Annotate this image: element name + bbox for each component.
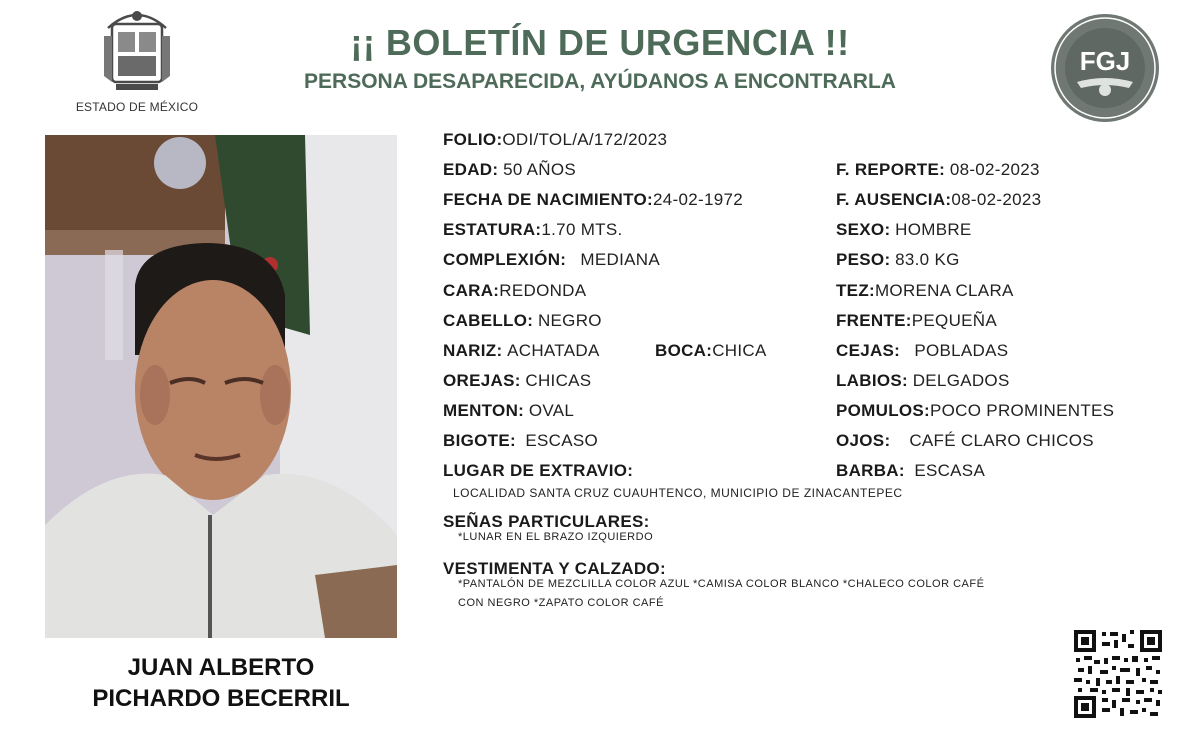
lugar-extravio-value: LOCALIDAD SANTA CRUZ CUAUHTENCO, MUNICIPIO DE ZINACANTEPEC xyxy=(453,486,903,500)
field-sexo xyxy=(836,220,972,240)
field-nariz-label: NARIZ: xyxy=(443,341,503,360)
person-name xyxy=(40,652,402,714)
field-edad-label: EDAD: xyxy=(443,160,499,179)
field-f-reporte xyxy=(836,160,1040,180)
field-barba xyxy=(836,461,985,481)
qr-code-icon[interactable] xyxy=(1072,628,1164,720)
field-labios-value: DELGADOS xyxy=(912,371,1010,390)
field-nariz-value: ACHATADA xyxy=(507,341,600,360)
field-bigote-label: BIGOTE: xyxy=(443,431,516,450)
field-peso-value: 83.0 KG xyxy=(895,250,960,269)
field-boca-label: BOCA: xyxy=(655,341,713,360)
fgj-logo-icon xyxy=(1049,12,1161,124)
field-cejas-value: POBLADAS xyxy=(914,341,1009,360)
field-f-reporte-label: F. REPORTE: xyxy=(836,160,946,179)
field-bigote xyxy=(443,431,598,451)
field-complexion xyxy=(443,250,660,270)
field-fecha-nacimiento-label: FECHA DE NACIMIENTO: xyxy=(443,190,653,209)
field-boca-value: CHICA xyxy=(712,341,767,360)
field-edad xyxy=(443,160,576,180)
field-labios xyxy=(836,371,1010,391)
field-cara-label: CARA: xyxy=(443,281,500,300)
field-cara xyxy=(443,281,586,301)
field-fecha-nacimiento-value: 24-02-1972 xyxy=(653,190,743,209)
lugar-extravio-label: LUGAR DE EXTRAVIO: xyxy=(443,461,634,480)
field-ojos-label: OJOS: xyxy=(836,431,891,450)
field-boca xyxy=(655,341,767,361)
field-estatura xyxy=(443,220,623,240)
field-f-reporte-value: 08-02-2023 xyxy=(949,160,1040,179)
state-seal-icon xyxy=(98,6,176,94)
field-edad-value: 50 AÑOS xyxy=(503,160,577,179)
field-tez-label: TEZ: xyxy=(836,281,875,300)
state-label: ESTADO DE MÉXICO xyxy=(75,100,199,114)
field-orejas xyxy=(443,371,591,391)
field-cabello xyxy=(443,311,602,331)
field-cara-value: REDONDA xyxy=(499,281,587,300)
field-sexo-value: HOMBRE xyxy=(895,220,972,239)
field-tez xyxy=(836,281,1014,301)
field-estatura-value: 1.70 MTS. xyxy=(541,220,623,239)
field-folio xyxy=(443,130,667,150)
field-barba-label: BARBA: xyxy=(836,461,905,480)
vestimenta-line1: *PANTALÓN DE MEZCLILLA COLOR AZUL *CAMISA COLOR BLANCO *CHALECO COLOR CAFÉ xyxy=(458,578,985,590)
field-cejas-label: CEJAS: xyxy=(836,341,901,360)
field-pomulos-label: POMULOS: xyxy=(836,401,931,420)
field-f-ausencia xyxy=(836,190,1041,210)
field-menton xyxy=(443,401,574,421)
field-tez-value: MORENA CLARA xyxy=(874,281,1014,300)
vestimenta-line2: CON NEGRO *ZAPATO COLOR CAFÉ xyxy=(458,597,664,609)
field-orejas-label: OREJAS: xyxy=(443,371,521,390)
senas-particulares-value: *LUNAR EN EL BRAZO IZQUIERDO xyxy=(458,531,654,543)
field-cabello-label: CABELLO: xyxy=(443,311,534,330)
missing-person-photo xyxy=(45,135,397,638)
field-peso-label: PESO: xyxy=(836,250,891,269)
field-bigote-value: ESCASO xyxy=(525,431,599,450)
field-sexo-label: SEXO: xyxy=(836,220,891,239)
field-peso xyxy=(836,250,960,270)
field-cabello-value: NEGRO xyxy=(537,311,602,330)
field-frente-label: FRENTE: xyxy=(836,311,912,330)
field-folio-label: FOLIO: xyxy=(443,130,503,149)
field-pomulos-value: POCO PROMINENTES xyxy=(930,401,1115,420)
person-name-line1: JUAN ALBERTO xyxy=(127,654,315,681)
vestimenta-label: VESTIMENTA Y CALZADO: xyxy=(443,559,666,578)
field-frente xyxy=(836,311,997,331)
fgj-logo-text: FGJ xyxy=(1079,46,1131,76)
person-name-line2: PICHARDO BECERRIL xyxy=(92,685,350,712)
field-ojos-value: CAFÉ CLARO CHICOS xyxy=(909,431,1094,450)
field-cejas xyxy=(836,341,1008,361)
field-labios-label: LABIOS: xyxy=(836,371,908,390)
field-complexion-label: COMPLEXIÓN: xyxy=(443,250,567,269)
field-orejas-value: CHICAS xyxy=(525,371,592,390)
field-fecha-nacimiento xyxy=(443,190,743,210)
field-f-ausencia-value: 08-02-2023 xyxy=(951,190,1042,209)
field-complexion-value: MEDIANA xyxy=(580,250,660,269)
field-folio-value: ODI/TOL/A/172/2023 xyxy=(502,130,668,149)
field-menton-label: MENTON: xyxy=(443,401,525,420)
senas-particulares-label: SEÑAS PARTICULARES: xyxy=(443,512,650,531)
field-nariz xyxy=(443,341,600,361)
bulletin-title: ¡¡ BOLETÍN DE URGENCIA !! xyxy=(350,22,850,63)
field-estatura-label: ESTATURA: xyxy=(443,220,542,239)
field-ojos xyxy=(836,431,1094,451)
field-f-ausencia-label: F. AUSENCIA: xyxy=(836,190,952,209)
field-menton-value: OVAL xyxy=(528,401,575,420)
bulletin-subtitle: PERSONA DESAPARECIDA, AYÚDANOS A ENCONTRARLA xyxy=(304,70,896,93)
field-barba-value: ESCASA xyxy=(914,461,986,480)
field-frente-value: PEQUEÑA xyxy=(911,311,997,330)
field-pomulos xyxy=(836,401,1114,421)
